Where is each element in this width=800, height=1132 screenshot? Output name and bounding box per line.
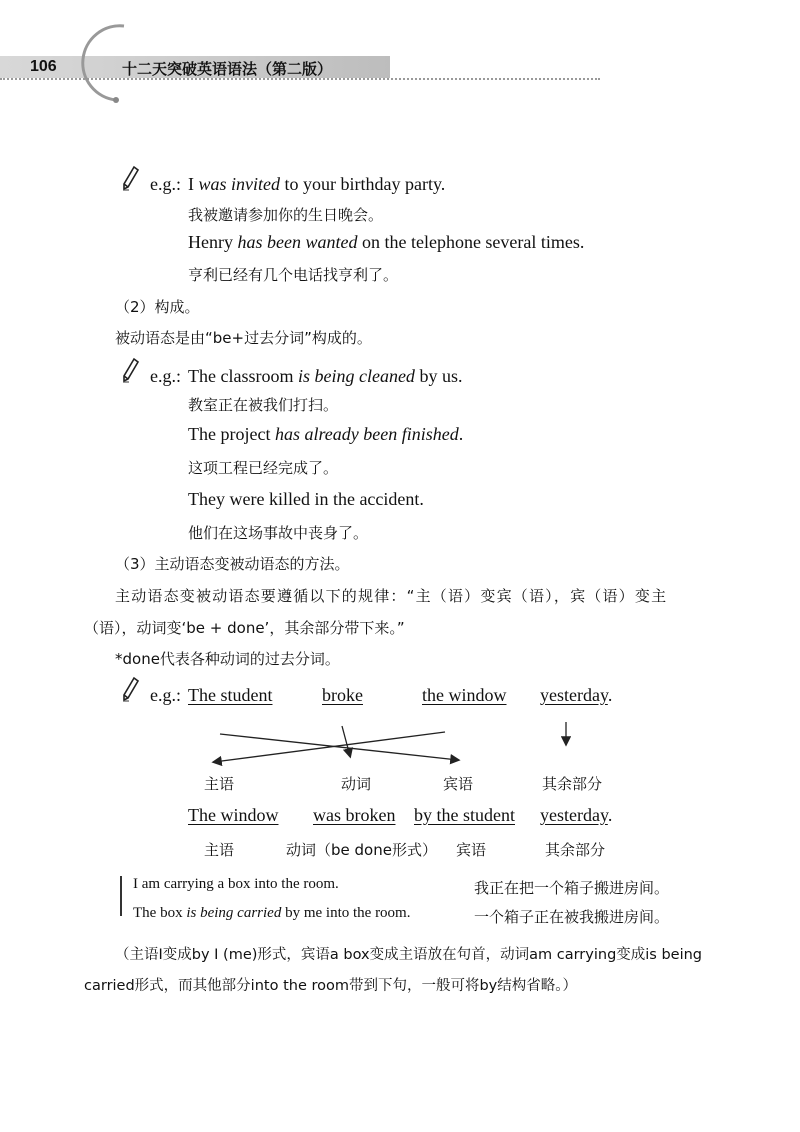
- example-translation: 教室正在被我们打扫。: [188, 396, 339, 414]
- example-translation: 这项工程已经完成了。: [188, 459, 339, 477]
- role-label: 其余部分: [542, 775, 603, 793]
- role-label: 动词（be done形式）: [286, 841, 437, 859]
- explanation-text: carried形式，而其他部分into the room带到下句，一般可将by结构省略。）: [84, 978, 578, 994]
- example-translation: 我被邀请参加你的生日晚会。: [188, 206, 384, 224]
- section-heading: （3）主动语态变被动语态的方法。: [115, 555, 350, 573]
- page-number: 106: [30, 58, 57, 75]
- example-sentence: Henry has been wanted on the telephone several times.: [188, 232, 585, 252]
- role-label: 其余部分: [545, 841, 606, 859]
- active-object: the window: [422, 685, 507, 705]
- section-description: 被动语态是由“be+过去分词”构成的。: [115, 329, 372, 347]
- example-translation: 他们在这场事故中丧身了。: [188, 524, 369, 542]
- active-translation: 我正在把一个箱子搬进房间。: [474, 879, 670, 897]
- role-label: 动词: [341, 775, 372, 793]
- passive-object: by the student: [414, 805, 515, 825]
- active-sentence: I am carrying a box into the room.: [133, 876, 339, 892]
- role-label: 主语: [204, 841, 235, 859]
- passive-rest: yesterday.: [540, 805, 613, 825]
- role-label: 主语: [204, 775, 235, 793]
- eg-label: e.g.:: [150, 685, 181, 705]
- active-subject: The student: [188, 685, 273, 705]
- passive-sentence: The box is being carried by me into the room.: [133, 905, 411, 921]
- active-rest: yesterday.: [540, 685, 613, 705]
- role-label: 宾语: [456, 841, 487, 859]
- explanation-text: （主语I变成by I (me)形式，宾语a box变成主语放在句首，动词am carrying变成is being: [115, 947, 703, 963]
- passive-verb: was broken: [313, 805, 396, 825]
- transform-arrows: [200, 710, 600, 770]
- footnote: *done代表各种动词的过去分词。: [115, 650, 340, 668]
- section-heading: （2）构成。: [115, 298, 200, 316]
- example-sentence: The classroom is being cleaned by us.: [188, 366, 463, 386]
- passive-subject: The window: [188, 805, 279, 825]
- eg-label: e.g.:: [150, 174, 181, 194]
- rule-text: 主动语态变被动语态要遵循以下的规律：“主（语）变宾（语），宾（语）变主: [115, 587, 668, 605]
- passive-translation: 一个箱子正在被我搬进房间。: [474, 908, 670, 926]
- example-translation: 亨利已经有几个电话找亨利了。: [188, 266, 399, 284]
- pencil-icon: [120, 165, 140, 191]
- example-sentence: The project has already been finished.: [188, 424, 464, 444]
- pair-bracket: [120, 876, 128, 916]
- eg-label: e.g.:: [150, 366, 181, 386]
- example-sentence: I was invited to your birthday party.: [188, 174, 446, 194]
- pencil-icon: [120, 357, 140, 383]
- rule-text: （语），动词变‘be + done’，其余部分带下来。”: [84, 619, 405, 637]
- pencil-icon: [120, 676, 140, 702]
- book-title: 十二天突破英语语法（第二版）: [122, 60, 333, 78]
- role-label: 宾语: [443, 775, 474, 793]
- example-sentence: They were killed in the accident.: [188, 489, 424, 509]
- active-verb: broke: [322, 685, 363, 705]
